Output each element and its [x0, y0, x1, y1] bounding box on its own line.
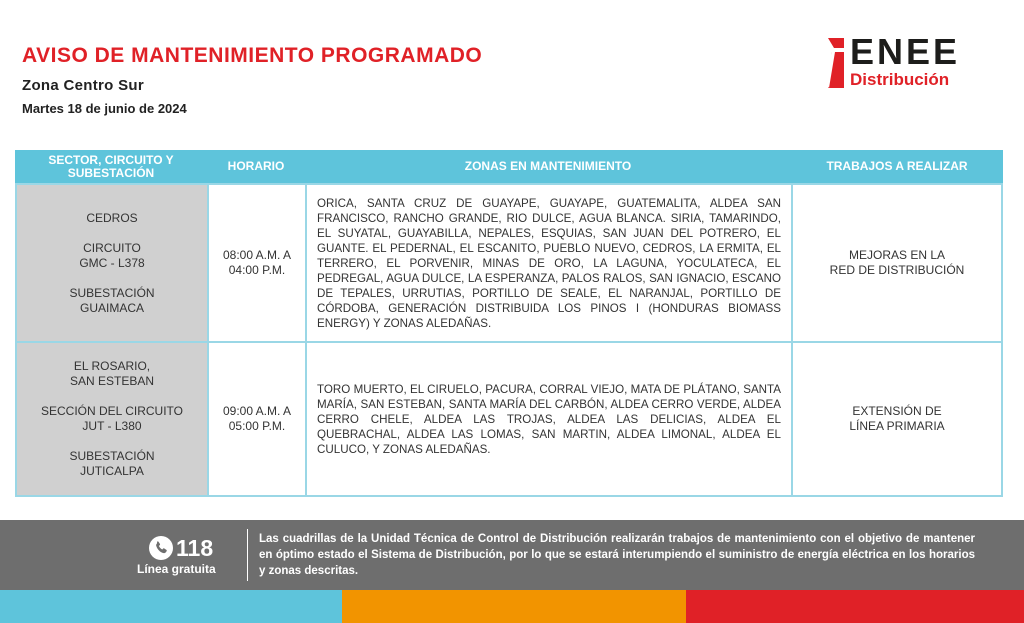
zones-cell: [307, 343, 793, 495]
footer-banner: [0, 520, 1024, 590]
schedule-end: 05:00 P.M.: [228, 419, 286, 433]
zones-text: TORO MUERTO, EL CIRUELO, PACURA, CORRAL VIEJO, MATA DE PLÁTANO, SANTA MARÍA, SAN ESTEBAN, SANTA MARÍA DEL CARBÓN, ALDEA CERRO VERDE, ALDEA CERRO CHELE, ALDEA LAS TROJAS, ALDEA LAS DELICIAS, ALDEA EL QUEBRACHAL, ALDEA LAS LOMAS, SAN MARTIN, ALDEA LIMONAL, ALDEA EL CULUCO, Y ZONAS ALEDAÑAS.: [317, 382, 781, 456]
enee-logo: [826, 31, 1001, 92]
logo-subtitle: Distribución: [850, 70, 950, 89]
color-bar-orange: [342, 590, 686, 623]
circuit-label: CIRCUITO: [83, 240, 141, 255]
page-title: AVISO DE MANTENIMIENTO PROGRAMADO: [22, 44, 483, 67]
zones-cell: [307, 185, 793, 341]
sector-cell: [17, 343, 209, 495]
schedule-cell: [209, 343, 307, 495]
table-row: [17, 185, 1001, 343]
work-cell: [793, 343, 1001, 495]
header-zones: ZONAS EN MANTENIMIENTO: [464, 159, 632, 173]
notice-text: Las cuadrillas de la Unidad Técnica de Control de Distribución realizarán trabajos de mantenimiento con el objetivo de mantener en óptimo estado el Sistema de Distribución, por lo que se estará interumpiendo el suministro de energía eléctrica en los horarios y zonas descritas.: [259, 533, 975, 577]
schedule-cell: [209, 185, 307, 341]
schedule-start: 08:00 A.M. A: [222, 248, 292, 262]
substation-label: SUBESTACIÓN: [69, 449, 155, 463]
sector-name: EL ROSARIO,: [73, 359, 151, 373]
schedule-start: 09:00 A.M. A: [222, 404, 292, 418]
header-schedule: HORARIO: [227, 159, 285, 173]
table-header: [15, 150, 1003, 183]
footer-divider: [247, 529, 248, 581]
phone-number: 118: [176, 535, 214, 561]
schedule-end: 04:00 P.M.: [228, 263, 286, 277]
work-line: LÍNEA PRIMARIA: [849, 419, 945, 433]
notice-date: Martes 18 de junio de 2024: [22, 101, 187, 116]
circuit-code: JUT - L380: [82, 419, 142, 433]
sector-cell: [17, 185, 209, 341]
work-line: MEJORAS EN LA: [848, 248, 946, 262]
phone-icon: [149, 536, 173, 560]
color-bar-red: [686, 590, 1024, 623]
sector-name: CEDROS: [86, 210, 138, 225]
header-sector: SECTOR, CIRCUITO Y SUBESTACIÓN: [48, 152, 174, 180]
logo-brand: ENEE: [850, 31, 961, 72]
table-row: [17, 343, 1001, 495]
work-cell: [793, 185, 1001, 341]
substation-name: JUTICALPA: [80, 464, 144, 478]
circuit-code: GMC - L378: [79, 255, 145, 270]
substation-label: SUBESTACIÓN: [69, 285, 155, 300]
phone-label: Línea gratuita: [137, 562, 216, 576]
maintenance-table: [15, 150, 1003, 497]
logo-mark-icon: [826, 38, 844, 88]
work-line: RED DE DISTRIBUCIÓN: [829, 263, 965, 277]
circuit-label: SECCIÓN DEL CIRCUITO: [40, 404, 184, 418]
zones-text: ORICA, SANTA CRUZ DE GUAYAPE, GUAYAPE, GUATEMALITA, ALDEA SAN FRANCISCO, RANCHO GRANDE, RIO DULCE, AGUA BLANCA. SIRIA, TAMARINDO, EL SUYATAL, GUAYABILLA, NEPALES, ESQUIAS, SAN JUAN DEL POTRERO, EL GUANTE. EL PEDERNAL, EL ESCANITO, PUEBLO NUEVO, CEDROS, LA ERMITA, EL TERRERO, EL PORVENIR, MINAS DE ORO, LA LAGUNA, YOCULATECA, EL PEDREGAL, AGUA DULCE, LA ESPERANZA, PALOS RALOS, SAN IGNACIO, ESCANO DE TEPALES, URRUTIAS, PORTILLO DE SEALE, EL NARANJAL, PORTILLO DE CÓRDOBA, GENERACIÓN DISTRIBUIDA LOS PINOS I (HONDURAS BIOMASS ENERGY) Y ZONAS ALEDAÑAS.: [317, 196, 781, 330]
work-line: EXTENSIÓN DE: [852, 404, 942, 418]
zone-subtitle: Zona Centro Sur: [22, 77, 145, 94]
table-body: [15, 183, 1003, 497]
substation-name: GUAIMACA: [79, 300, 144, 315]
color-bar-blue: [0, 590, 342, 623]
header-work: TRABAJOS A REALIZAR: [826, 159, 968, 173]
sector-name-line2: SAN ESTEBAN: [69, 374, 155, 388]
